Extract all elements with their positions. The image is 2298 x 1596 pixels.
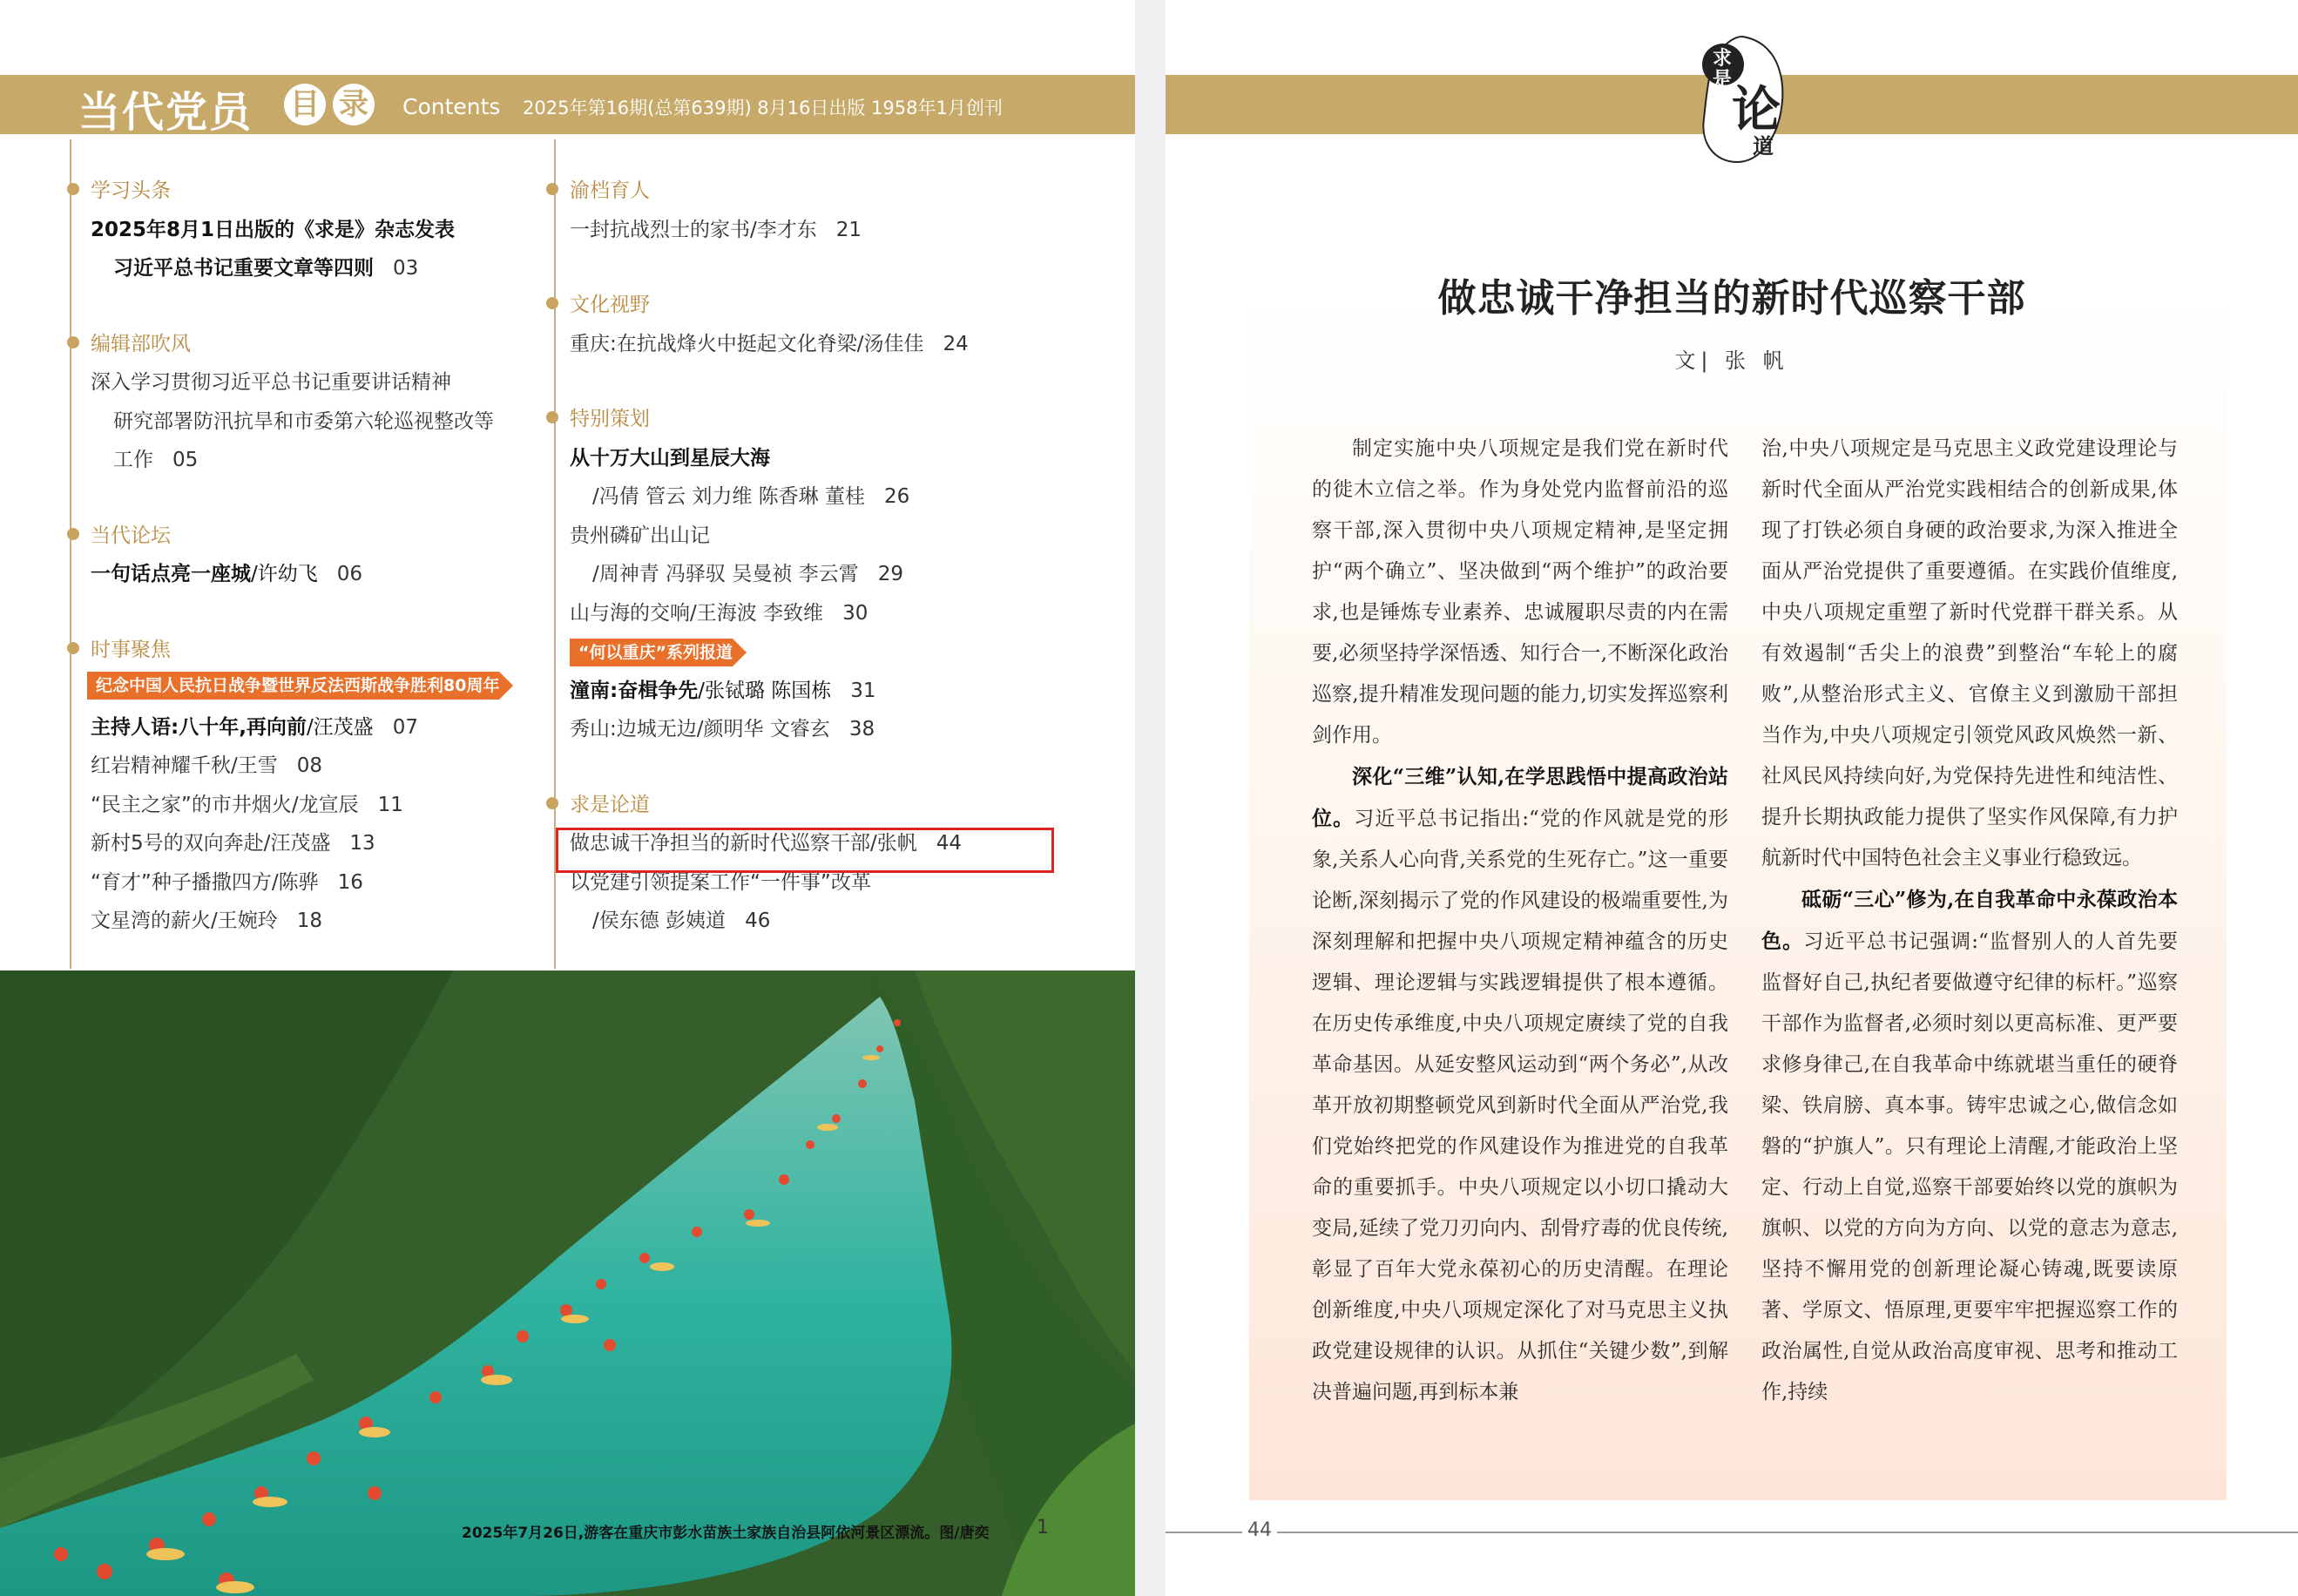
section-marker-dot [67, 336, 79, 348]
toc-entry[interactable] [91, 213, 455, 242]
toc-entry-page: 05 [172, 449, 199, 471]
contents-en-label: Contents [402, 94, 501, 119]
paragraph-lead: 深化“三维”认知,在学思践悟中提高政治站位。 [1312, 765, 1728, 830]
section-title: 时事聚焦 [91, 638, 171, 661]
toc-divider-left [70, 139, 71, 969]
page-number-left: 1 [1037, 1517, 1049, 1539]
toc-entry-title: 以党建引领提案工作“一件事”改革 [570, 870, 871, 894]
toc-entry[interactable] [570, 674, 876, 703]
toc-entry-page: 31 [850, 679, 876, 702]
photo-illustration [0, 970, 1135, 1596]
toc-entry[interactable] [113, 443, 198, 472]
toc-entry[interactable] [570, 519, 710, 548]
toc-entry-title: 主持人语:八十年,再向前 [91, 715, 307, 739]
magazine-name: 当代党员 [78, 88, 253, 137]
toc-entry-page: 18 [296, 910, 323, 932]
toc-entry-title: 山与海的交响/王海波 李致维 [570, 601, 824, 625]
article-column-2 [1761, 429, 2178, 1413]
contents-char-mu: 目 [284, 84, 326, 125]
toc-entry-author: /张铽璐 陈国栋 [698, 679, 832, 702]
toc-entry-title: “育才”种子播撒四方/陈骅 [91, 870, 319, 894]
toc-entry-title: /侯东德 彭姨道 [592, 910, 727, 932]
footer-rule [1166, 1532, 2298, 1533]
toc-entry-page: 26 [884, 485, 910, 508]
article-paragraph [1312, 756, 1728, 1413]
seal-char-3: 论 [1732, 81, 1781, 139]
highlighted-entry-box [556, 828, 1054, 873]
paragraph-text: 治,中央八项规定是马克思主义政党建设理论与新时代全面从严治党实践相结合的创新成果,体现了打铁必须自身硬的政治要求,为深入推进全面从严治党提供了重要遵循。在实践价值维度,中央八项规定重塑了新时代党群干群关系。从有效遏制“舌尖上的浪费”到整治“车轮上的腐败”,从整治形式主义、官僚主义到激励干部担当作为,中央八项规定引领党风政风焕然一新、社风民风持续向好,为党保持先进性和纯洁性、提升长期执政能力提供了坚实作风保障,有力护航新时代中国特色社会主义事业行稳致远。 [1761, 437, 2178, 869]
toc-entry-title: 做忠诚干净担当的新时代巡察干部/张帆 [570, 832, 917, 855]
toc-entry-title: “民主之家”的市井烟火/龙宣辰 [91, 793, 359, 816]
toc-entry-page: 30 [842, 601, 869, 625]
toc-entry[interactable] [91, 366, 451, 395]
toc-entry-title: 潼南:奋楫争先 [570, 679, 699, 702]
article-paragraph [1761, 429, 2178, 879]
toc-entry-page: 21 [835, 218, 862, 241]
article-paragraph [1312, 429, 1728, 756]
toc-entry-title: 秀山:边城无边/颜明华 文睿玄 [570, 718, 830, 741]
contents-header-band [0, 75, 1135, 137]
toc-entry[interactable] [91, 788, 403, 817]
toc-entry-title: 重庆:在抗战烽火中挺起文化脊梁/汤佳佳 [570, 332, 924, 355]
toc-entry[interactable] [570, 213, 862, 242]
section-marker-dot [67, 183, 79, 195]
toc-entry-title: 红岩精神耀千秋/王雪 [91, 754, 278, 777]
toc-entry-title: 一句话点亮一座城 [91, 563, 251, 585]
section-marker-dot [67, 528, 79, 540]
seal-char-1: 求 [1713, 47, 1733, 70]
toc-entry[interactable] [113, 252, 418, 281]
toc-entry-page: 08 [296, 754, 323, 777]
toc-entry[interactable] [91, 749, 322, 778]
section-title: 当代论坛 [91, 524, 171, 547]
toc-entry[interactable] [91, 904, 322, 933]
toc-entry-title: 一封抗战烈士的家书/李才东 [570, 218, 817, 241]
toc-entry-author: /汪茂盛 [306, 715, 374, 739]
toc-entry-author: /许幼飞 [251, 563, 318, 585]
toc-entry-title: /周神青 冯驿驭 吴曼祯 李云霄 [592, 563, 859, 585]
section-marker-dot [546, 183, 558, 195]
toc-entry-page: 38 [848, 718, 875, 741]
toc-entry-page: 03 [393, 257, 419, 280]
toc-entry[interactable] [113, 405, 494, 434]
toc-entry-page: 24 [943, 332, 969, 355]
contents-char-lu: 录 [333, 84, 375, 125]
toc-entry[interactable] [91, 827, 375, 855]
toc-entry-title: 新村5号的双向奔赴/汪茂盛 [91, 832, 331, 855]
toc-entry[interactable] [592, 904, 770, 933]
seal-char-4: 道 [1753, 133, 1774, 159]
section-marker-dot [546, 297, 558, 309]
section-marker-dot [67, 642, 79, 654]
section-title: 文化视野 [570, 294, 650, 316]
toc-entry-title: 深入学习贯彻习近平总书记重要讲话精神 [91, 371, 451, 394]
section-marker-dot [546, 411, 558, 423]
toc-entry-title: /冯倩 管云 刘力维 陈香琳 董桂 [592, 485, 865, 508]
toc-entry-page: 46 [745, 910, 771, 932]
toc-entry[interactable] [592, 558, 903, 586]
series-banner: “何以重庆”系列报道 [570, 639, 733, 666]
toc-entry[interactable] [570, 328, 969, 356]
section-banner: 纪念中国人民抗日战争暨世界反法西斯战争胜利80周年 [87, 672, 499, 700]
paragraph-text: 习近平总书记强调:“监督别人的人首先要监督好自己,执纪者要做遵守纪律的标杆。”巡察干部作为监督者,必须时刻以更高标准、更严要求修身律己,在自我革命中练就堪当重任的硬脊梁、铁肩膀、真本事。铸牢忠诚之心,做信念如磐的“护旗人”。只有理论上清醒,才能政治上坚定、行动上自觉,巡察干部要始终以党的旗帜为旗帜、以党的方向为方向、以党的意志为意志,坚持不懈用党的创新理论凝心铸魂,既要读原著、学原文、悟原理,更要牢牢把握巡察工作的政治属性,自觉从政治高度审视、思考和推动工作,持续 [1761, 930, 2178, 1403]
section-title: 学习头条 [91, 179, 171, 202]
section-title: 求是论道 [570, 793, 650, 816]
section-title: 渝档育人 [570, 179, 650, 202]
toc-entry-page: 07 [392, 715, 418, 739]
article-title: 做忠诚干净担当的新时代巡察干部 [1437, 276, 2026, 321]
toc-entry-title: 贵州磷矿出山记 [570, 524, 710, 547]
toc-entry[interactable] [592, 480, 909, 509]
toc-entry-page: 16 [337, 870, 363, 894]
paragraph-text: 制定实施中央八项规定是我们党在新时代的徙木立信之举。作为身处党内监督前沿的巡察干部,深入贯彻中央八项规定精神,是坚定拥护“两个确立”、坚决做到“两个维护”的政治要求,也是锤炼专业素养、忠诚履职尽责的内在需要,必须坚持学深悟透、知行合一,不断深化政治巡察,提升精准发现问题的能力,切实发挥巡察利剑作用。 [1312, 437, 1728, 747]
page-number-right: 44 [1242, 1519, 1277, 1541]
toc-entry[interactable] [570, 442, 770, 470]
toc-entry[interactable] [570, 713, 875, 741]
toc-entry-page: 11 [377, 793, 403, 816]
column-seal [1697, 35, 1788, 166]
paragraph-text: 习近平总书记指出:“党的作风就是党的形象,关系人心向背,关系党的生死存亡。”这一重要论断,深刻揭示了党的作风建设的极端重要性,为深刻理解和把握中央八项规定精神蕴含的历史逻辑、理论逻辑与实践逻辑提供了根本遵循。在历史传承维度,中央八项规定赓续了党的自我革命基因。从延安整风运动到“两个务必”,从改革开放初期整顿党风到新时代全面从严治党,我们党始终把党的作风建设作为推进党的自我革命的重要抓手。中央八项规定以小切口撬动大变局,延续了党刀刃向内、刮骨疗毒的优良传统,彰显了百年大党永葆初心的历史清醒。在理论创新维度,中央八项规定深化了对马克思主义执政党建设规律的认识。从抓住“关键少数”,到解决普遍问题,再到标本兼 [1312, 808, 1728, 1403]
article-author: 文| 张 帆 [1674, 348, 1789, 373]
paragraph-lead: 砥砺“三心”修为,在自我革命中永葆政治本色。 [1761, 888, 2178, 953]
seal-char-2: 是 [1713, 68, 1733, 91]
toc-entry-page: 13 [349, 832, 375, 855]
river-rafting-photo [0, 970, 1135, 1596]
section-marker-dot [546, 797, 558, 809]
toc-entry[interactable] [570, 597, 868, 626]
toc-entry-title: 从十万大山到星辰大海 [570, 446, 770, 470]
toc-entry-title: 2025年8月1日出版的《求是》杂志发表 [91, 218, 456, 241]
toc-entry-title: 习近平总书记重要文章等四则 [113, 257, 374, 280]
article-column-1 [1312, 429, 1728, 1413]
article-paragraph [1761, 879, 2178, 1413]
toc-entry-title: 研究部署防汛抗旱和市委第六轮巡视整改等 [113, 409, 494, 433]
issue-info: 2025年第16期(总第639期) 8月16日出版 1958年1月创刊 [523, 98, 1003, 118]
toc-entry-page: 29 [877, 563, 903, 585]
toc-entry[interactable] [91, 558, 362, 586]
toc-entry-page: 06 [336, 563, 363, 585]
section-title: 编辑部吹风 [91, 332, 191, 355]
toc-entry-page: 44 [936, 832, 963, 855]
toc-entry-title: 工作 [113, 449, 153, 471]
section-title: 特别策划 [570, 408, 650, 430]
article-page [1166, 0, 2298, 1596]
toc-entry[interactable] [91, 866, 363, 895]
toc-entry[interactable] [91, 711, 418, 740]
toc-entry-title: 文星湾的薪火/王婉玲 [91, 910, 278, 932]
contents-page [0, 0, 1135, 1596]
photo-caption: 2025年7月26日,游客在重庆市彭水苗族土家族自治县阿依河景区漂流。图/唐奕 [462, 1525, 990, 1542]
